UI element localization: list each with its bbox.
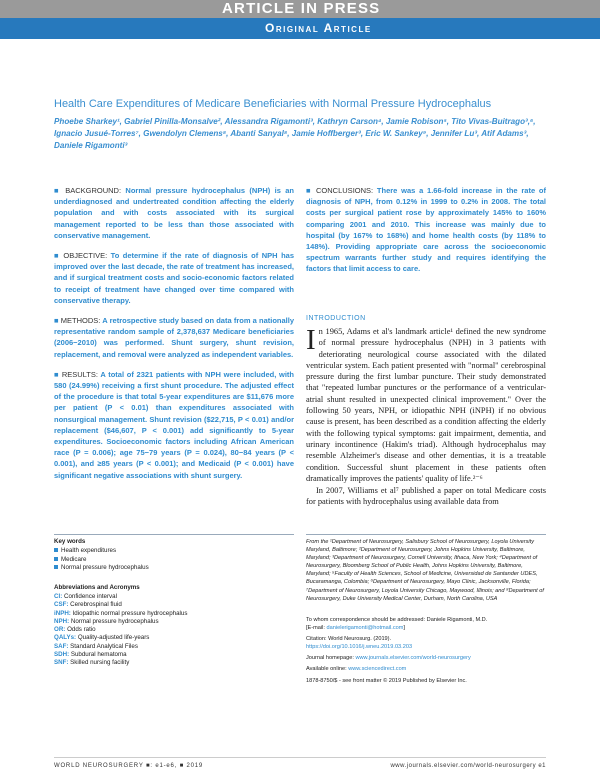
footer-website-page: www.journals.elsevier.com/world-neurosurgery e1	[390, 763, 546, 769]
abbreviation-item: SAF: Standard Analytical Files	[54, 642, 138, 650]
keyword-item: Normal pressure hydrocephalus	[54, 564, 149, 573]
affiliations-divider	[306, 534, 546, 535]
abbreviation-item: NPH: Normal pressure hydrocephalus	[54, 617, 159, 625]
bullet-square-icon	[54, 548, 58, 552]
bullet-square-icon	[54, 557, 58, 561]
affiliations: From the ¹Department of Neurosurgery, Salisbury School of Neurosurgery, Loyola University Maryland, Baltimore; ²Department of Neurosurgery, Johns Hopkins University, Baltimore, Maryland; ³Department of Neurosurgery, Cornell University, Ithaca, New York; ⁴Department of Neurosurgery, Bloomberg School of Public Health, Johns Hopkins University, Baltimore, Maryland; ⁵Faculty of Health Sciences, School of Medicine, Universidad de Santander UDES, Bucaramanga, Colombia; ⁶Department of Neurosurgery, Mayo Clinic, Jacksonville, Florida; ⁷Department of Neurosurgery, Loyola University Chicago, Maywood, Illinois; and ⁸Department of Neurosurgery, Duke University Medical Center, Durham, North Carolina, USA	[306, 539, 544, 602]
email-link[interactable]: danielerigamonti@hotmail.com	[326, 625, 404, 632]
journal-homepage: Journal homepage: www.journals.elsevier.com/world-neurosurgery	[306, 655, 471, 662]
author-list: Phoebe Sharkey¹, Gabriel Pinilla-Monsalve², Alessandra Rigamonti³, Kathryn Carson⁴, Jamie Robison⁵, Tito Vivas-Buitrago³,⁶, Ignacio Jusué-Torres⁷, Gwendolyn Clemens⁸, Abanti Sanyal⁸, Jamie Hoffberger³, Eric W. Sankey⁹, Jennifer Lu³, Atif Adams³, Daniele Rigamonti³	[54, 117, 536, 150]
methods-text: A retrospective study based on data from a nationally representative random sample of 2,378,637 Medicare beneficiaries (2006−2010) was performed. Shunt surgery, shunt revision, replacement, and removal were analyzed as independent variables.	[54, 316, 294, 359]
abstract-methods: ■ METHODS: A retrospective study based on data from a nationally representative random sample of 2,378,637 Medicare beneficiaries (2006−2010) was performed. Shunt surgery, shunt revision, replacement, and removal were analyzed as independent variables.	[54, 316, 294, 359]
abstract-objective: ■ OBJECTIVE: To determine if the rate of diagnosis of NPH has improved over the last decade, the rate of treatment has increased, and if surgical treatment costs and socio-economic factors related to receipt of treatment have changed over time compared with conservative therapy.	[54, 251, 294, 305]
copyright: 1878-8750/$ - see front matter © 2019 Published by Elsevier Inc.	[306, 677, 467, 684]
keyword-item: Health expenditures	[54, 547, 149, 556]
abstract-background: ■ BACKGROUND: Normal pressure hydrocephalus (NPH) is an underdiagnosed and undertreated condition affecting the elderly population and with costs associated with its surgical management reported to be less than those associated with conservative management.	[54, 186, 294, 240]
abstract-right-column	[306, 185, 546, 284]
keyword-item: Medicare	[54, 556, 149, 565]
objective-text: To determine if the rate of diagnosis of NPH has improved over the last decade, the rate of treatment has increased, and if surgical treatment costs and socio-economic factors related to receipt of treatment have changed over time compared with conservative therapy.	[54, 251, 294, 305]
doi-link[interactable]: https://doi.org/10.1016/j.wneu.2019.03.203	[306, 644, 413, 651]
abstract-left-column	[54, 185, 294, 490]
article-title: Health Care Expenditures of Medicare Beneficiaries with Normal Pressure Hydrocephalus	[54, 98, 492, 110]
drop-cap: I	[306, 324, 316, 356]
sciencedirect-link[interactable]: www.sciencedirect.com	[348, 666, 407, 673]
background-text: Normal pressure hydrocephalus (NPH) is an underdiagnosed and undertreated condition affecting the elderly population and with costs associated with its surgical management reported to be less than those associated with conservative management.	[54, 186, 294, 240]
abstract-results: ■ RESULTS: A total of 2321 patients with NPH were included, with 580 (24.99%) receiving a first shunt procedure. The adjusted effect of the procedure is that total 5-year expenditures are $11,676 more per patient (P < 0.01) than expenditures associated with nonsurgical management. Shunt revision ($22,715, P < 0.01) and/or replacement ($46,607, P < 0.001) add significantly to 5-year expenditures. Socioeconomic factors including African American race (P = 0.006); age 75−79 years (P = 0.024), 80−84 years (P < 0.001), and ≥85 years (P < 0.001); and Medicaid (P < 0.001) have significant negative associations with shunt surgery.	[54, 369, 294, 480]
conclusions-text: There was a 1.66-fold increase in the rate of diagnosis of NPH, from 0.12% in 1999 to 0.2% in 2008. The total costs per surgical patient rose by approximately 145% to 160% comparing 2001 and 2010. This increase was mainly due to hospital (by 167% to 168%) and home health costs (by 118% to 148%). Providing appropriate care across the socioeconomic spectrum warrants further study and requires identifying the factors that limit access to care.	[306, 186, 546, 274]
abbreviation-item: SDH: Subdural hematoma	[54, 651, 127, 659]
intro-paragraph-1: n 1965, Adams et al's landmark article¹ defined the new syndrome of normal pressure hydrocephalus (NPH) in 3 patients with deteriorating neurological course associated with the dilated ventricular system. Each patient presented with "normal" cerebrospinal pressure during the first lumbar puncture. Their study demonstrated that "repeated lumbar punctures or the performance of a ventricular-atrial shunt resulted in unexpected clinical improvement." Over the following 50 years, NPH, or idiopathic NPH (iNPH) if no obvious cause is present, has been described as a condition affecting the elderly with the following typical symptoms: gait impairment, dementia, and urinary incontinence (Hakim's triad). Although hydrocephalus may resemble Alzheimer's disease and other dementias, it is a treatable condition. Successful shunt placement in these patients often dramatically improves the patients' quality of life.²⁻⁶	[306, 327, 546, 483]
objective-label: OBJECTIVE:	[63, 251, 108, 261]
abbreviation-item: SNF: Skilled nursing facility	[54, 659, 130, 667]
conclusions-label: CONCLUSIONS:	[316, 186, 374, 195]
footer-divider	[54, 757, 546, 758]
methods-label: METHODS:	[60, 316, 101, 326]
correspondence-block	[306, 616, 546, 685]
background-label: BACKGROUND:	[65, 186, 122, 195]
article-in-press-label: ARTICLE IN PRESS	[222, 0, 381, 17]
correspondence-to: To whom correspondence should be addressed: Daniele Rigamonti, M.D. [E-mail: danielerigamonti@hotmail.com]	[306, 617, 488, 632]
available-online: Available online: www.sciencedirect.com	[306, 666, 407, 673]
abbreviation-item: CSF: Cerebrospinal fluid	[54, 601, 122, 609]
abbreviation-item: OR: Odds ratio	[54, 626, 96, 634]
introduction-heading: INTRODUCTION	[306, 315, 366, 322]
abbreviation-item: iNPH: Idiopathic normal pressure hydrocephalus	[54, 609, 188, 617]
homepage-link[interactable]: www.journals.elsevier.com/world-neurosurgery	[355, 655, 471, 662]
abstract-conclusions: ■ CONCLUSIONS: There was a 1.66-fold increase in the rate of diagnosis of NPH, from 0.12% in 1999 to 0.2% in 2008. The total costs per surgical patient rose by approximately 145% to 160% comparing 2001 and 2010. This increase was mainly due to hospital (by 167% to 168%) and home health costs (by 118% to 148%). Providing appropriate care across the socioeconomic spectrum warrants further study and requires identifying the factors that limit access to care.	[306, 186, 546, 274]
abbreviation-item: CI: Confidence interval	[54, 593, 117, 600]
results-text: A total of 2321 patients with NPH were included, with 580 (24.99%) receiving a first shunt procedure. The adjusted effect of the procedure is that total 5-year expenditures are $11,676 more per patient (P < 0.01) than expenditures associated with nonsurgical management. Shunt revision ($22,715, P < 0.01) and/or replacement ($46,607, P < 0.001) add significantly to 5-year expenditures. Socioeconomic factors including African American race (P = 0.006); age 75−79 years (P = 0.024), 80−84 years (P < 0.001), and ≥85 years (P < 0.001); and Medicaid (P < 0.001) have significant negative associations with shunt surgery.	[54, 369, 294, 480]
abbreviations-list	[54, 593, 187, 668]
bullet-square-icon	[54, 565, 58, 569]
results-label: RESULTS:	[61, 369, 98, 379]
keywords-list	[54, 547, 149, 573]
keywords-heading: Key words	[54, 538, 86, 545]
abbreviations-heading: Abbreviations and Acronyms	[54, 584, 140, 591]
introduction-body	[306, 326, 546, 509]
keywords-divider	[54, 534, 294, 535]
citation: Citation: World Neurosurg. (2019). https://doi.org/10.1016/j.wneu.2019.03.203	[306, 635, 546, 651]
abbreviation-item: QALYs: Quality-adjusted life-years	[54, 634, 150, 642]
intro-paragraph-2: In 2007, Williams et al⁷ published a paper on total Medicare costs for patients with hydrocephalus using available data from	[306, 486, 546, 507]
footer-journal: WORLD NEUROSURGERY ■: e1-e6, ■ 2019	[54, 763, 204, 769]
article-type-label: Original Article	[265, 21, 372, 35]
